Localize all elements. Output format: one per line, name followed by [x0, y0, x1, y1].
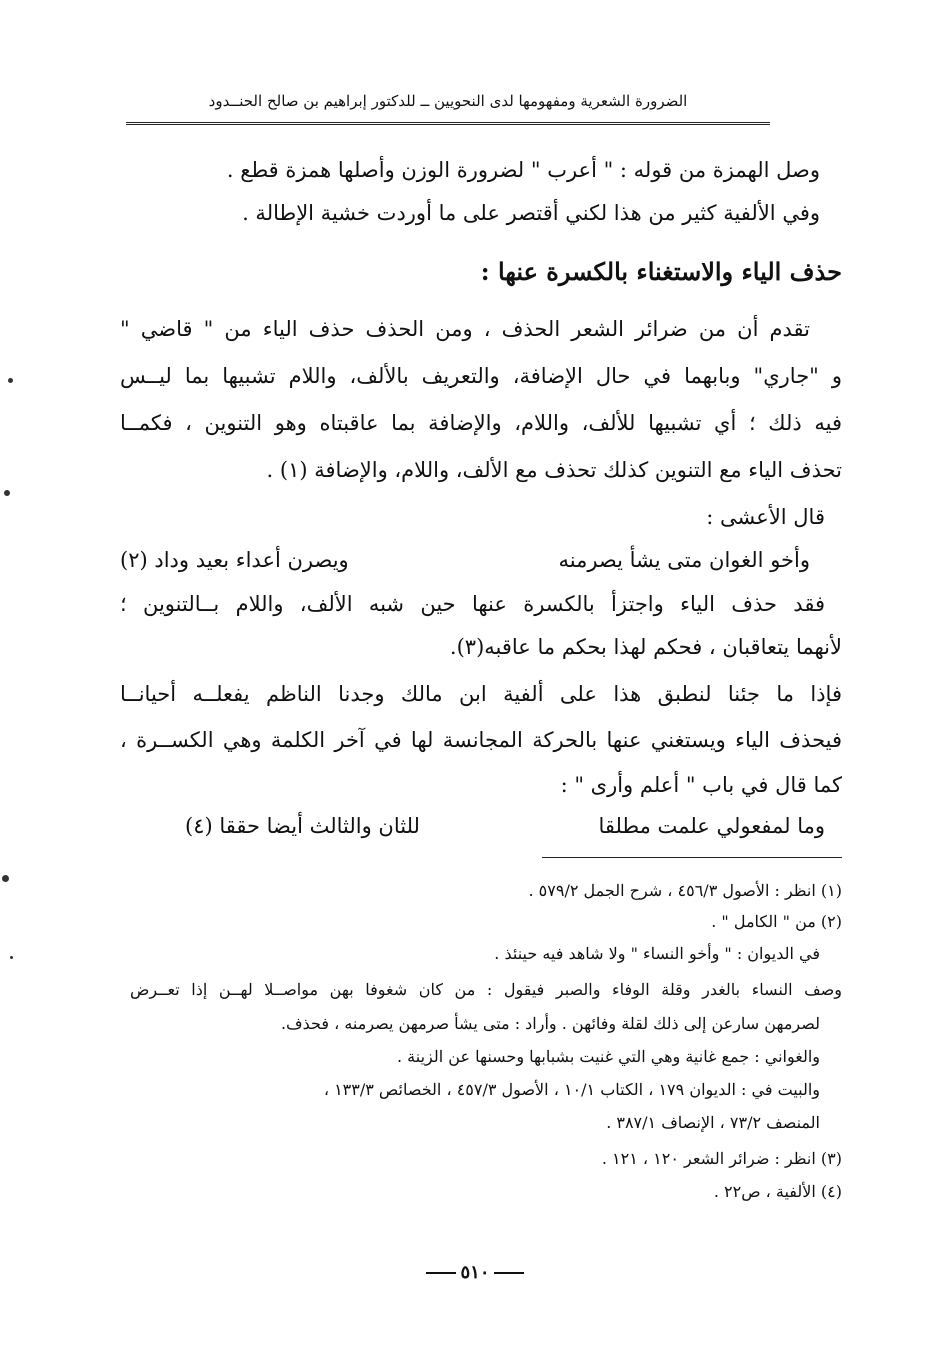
- body-line-9: فإذا ما جئنا لنطبق هذا على ألفية ابن مالك وجدنا الناظم يفعلــه أحيانــا: [120, 682, 842, 706]
- footnote-1: (١) انظر : الأصول ٤٥٦/٣ ، شرح الجمل ٥٧٩/٢ .: [528, 881, 842, 900]
- body-line-10: فيحذف الياء ويستغني عنها بالحركة المجانسة لها في آخر الكلمة وهي الكســرة ،: [120, 728, 842, 752]
- footnote-2-line-4: لصرمهن سارعن إلى ذلك لقلة وفائهن . وأراد : متى يشأ صرمهن يصرمنه ، فحذف.: [280, 1014, 820, 1033]
- footnote-3: (٣) انظر : ضرائر الشعر ١٢٠ ، ١٢١ .: [601, 1149, 842, 1168]
- footnote-separator: [542, 857, 842, 858]
- scan-speck: [2, 875, 9, 882]
- folio-dash-left: [426, 1272, 456, 1274]
- body-line-2: وفي الألفية كثير من هذا لكني أقتصر على ما أوردت خشية الإطالة .: [242, 201, 820, 225]
- footnote-2-line-3: وصف النساء بالغدر وقلة الوفاء والصبر فيقول : من كان شغوفا بهن مواصــلا لهــن إذا تعــرض: [130, 980, 842, 999]
- body-line-5: فيه ذلك ؛ أي تشبيها للألف، واللام، والإضافة بما عاقبتاه وهو التنوين ، فكمــا: [120, 411, 842, 435]
- footnote-2: (٢) من " الكامل " .: [711, 912, 842, 931]
- scan-speck: [4, 490, 10, 496]
- page-number: [400, 1262, 550, 1283]
- verse-1-first-hemistich: وأخو الغوان متى يشأ يصرمنه: [558, 548, 810, 572]
- body-line-8: لأنهما يتعاقبان ، فحكم لهذا بحكم ما عاقبه(٣).: [449, 635, 842, 659]
- scan-speck: [10, 956, 13, 959]
- verse-2: [185, 816, 825, 837]
- verse-1-second-hemistich: ويصرن أعداء بعيد وداد (٢): [120, 548, 349, 572]
- body-line-1: وصل الهمزة من قوله : " أعرب " لضرورة الوزن وأصلها همزة قطع .: [226, 158, 820, 182]
- quote-intro: قال الأعشى :: [706, 505, 825, 529]
- body-line-6: تحذف الياء مع التنوين كذلك تحذف مع الألف، واللام، والإضافة (١) .: [266, 458, 842, 482]
- body-line-4: و "جاري" وبابهما في حال الإضافة، والتعريف بالألف، واللام تشبيها بما ليــس: [120, 364, 842, 388]
- footnote-2-line-5: والغواني : جمع غانية وهي التي غنيت بشبابها وحسنها عن الزينة .: [397, 1047, 820, 1066]
- header-rule: [126, 122, 770, 125]
- body-line-3: تقدم أن من ضرائر الشعر الحذف ، ومن الحذف حذف الياء من " قاضي ": [120, 317, 810, 341]
- scan-speck: [8, 378, 13, 383]
- footnote-4: (٤) الألفية ، ص٢٢ .: [713, 1182, 842, 1201]
- folio-dash-right: [494, 1272, 524, 1274]
- page-number-text: ٥١٠: [460, 1262, 490, 1283]
- section-heading: حذف الياء والاستغناء بالكسرة عنها :: [480, 257, 842, 286]
- running-header: الضرورة الشعرية ومفهومها لدى النحويين ــ للدكتور إبراهيم بن صالح الحنــدود: [208, 92, 688, 110]
- body-line-7: فقد حذف الياء واجتزأ بالكسرة عنها حين شبه الألف، واللام بــالتنوين ؛: [120, 592, 825, 616]
- verse-2-second-hemistich: للثان والثالث أيضا حققا (٤): [185, 814, 420, 838]
- verse-1: [120, 550, 810, 571]
- footnote-2-line-7: المنصف ٧٣/٢ ، الإنصاف ٣٨٧/١ .: [606, 1113, 820, 1132]
- footnote-2-line-2: في الديوان : " وأخو النساء " ولا شاهد فيه حينئذ .: [494, 944, 820, 963]
- footnote-2-line-6: والبيت في : الديوان ١٧٩ ، الكتاب ١٠/١ ، الأصول ٤٥٧/٣ ، الخصائص ١٣٣/٣ ،: [323, 1080, 820, 1099]
- body-line-11: كما قال في باب " أعلم وأرى " :: [560, 773, 842, 797]
- verse-2-first-hemistich: وما لمفعولي علمت مطلقا: [598, 814, 825, 838]
